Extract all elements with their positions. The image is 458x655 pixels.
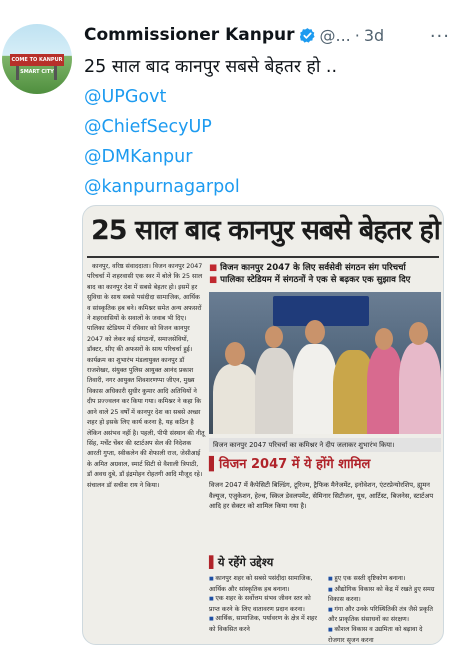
- timestamp[interactable]: 3d: [363, 25, 385, 45]
- more-options-icon[interactable]: ···: [429, 26, 450, 47]
- section-1-title: विजन 2047 में ये होंगे शामिल: [219, 457, 371, 472]
- clipping-subhead-2: पालिका स्टेडियम में संगठनों ने एक से बढ़कर एक सुझाव दिए: [220, 275, 411, 285]
- mention-link[interactable]: @DMKanpur: [84, 147, 193, 167]
- objectives-left-list: [209, 574, 322, 640]
- clipping-subhead-1: विजन कानपुर 2047 के लिए सर्वसेवी संगठन संग परिचर्चा: [220, 263, 406, 273]
- newspaper-clipping-image[interactable]: [82, 205, 444, 645]
- event-photo: [209, 292, 441, 434]
- mention-link[interactable]: @UPGovt: [84, 87, 167, 107]
- tweet-body-text: 25 साल बाद कानपुर सबसे बेहतर हो ..: [84, 57, 338, 77]
- clipping-left-column: [87, 262, 205, 640]
- tweet-text: [84, 52, 337, 202]
- objectives-list: [209, 574, 441, 644]
- person-face: [375, 328, 393, 350]
- clipping-subhead: ■ पालिका स्टेडियम में संगठनों ने एक से बढ़कर एक सुझाव दिए: [209, 275, 411, 285]
- avatar-sign-post: [16, 64, 19, 80]
- objective-item: ■ आर्थिक, सामाजिक, पर्यावरण के क्षेत्र में शहर को विकसित करने: [209, 614, 322, 634]
- objective-item: ■ हुए एक सस्ती दृष्टिकोण बनाना।: [328, 574, 441, 585]
- person-face: [265, 326, 283, 348]
- clipping-article-text: कानपुर, वरिष्ठ संवाददाता। विजन कानपुर 2047 परिचर्चा में शहरवासी एक स्वर में बोले कि 25 साल बाद का कानपुर देश में सबसे बेहतर हो। इसमें हर सुविधा के साथ सबसे पसंदीदा सामाजिक, आर्थिक व सांस्कृतिक हब बने। कमिश्नर समेत अन्य अफसरों ने शहरवासियों के सवालों के जवाब भी दिए। पालिका स्टेडियम में रविवार को विजन कानपुर 2047 को लेकर कई संगठनों, समाजसेवियों, डॉक्टर, सीए की अफसरों के साथ परिचर्चा हुई। कार्यक्रम का शुभारंभ मंडलायुक्त कानपुर डॉ राजशेखर, संयुक्त पुलिस आयुक्त आनंद प्रकाश तिवारी, नगर आयुक्त शिवशरणप्पा जीएन, मुख्य विकास अधिकारी सुधीर कुमार आदि अतिथियों ने दीप प्रज्ज्वलन कर किया गया। कमिश्नर ने कहा कि आने वाले 25 वर्षों में कानपुर देश का सबसे अच्छा शहर हो इसके लिए कार्य करना है, यह कठिन है लेकिन असंभव नहीं है। पहली, पीपी संस्थान की नीतू सिंह, मर्चेंट चेंबर की स्टार्टअप सेल की निदेशक आरती गुप्ता, स्वीकलेन की शेफाली राज, जेसीआई के अमित अग्रवाल, स्मार्ट सिटी से वैशाली त्रिपाठी, डॉ अवध दुबे, डॉ इंद्रमोहन रोहतगी आदि मौजूद रहे। संचालन डॉ सचीश राय ने किया।: [87, 263, 205, 489]
- person-figure: [367, 346, 403, 434]
- objective-item: ■ गंगा और उनके परिस्थितिकी तंत्र जैसे प्रकृति और प्राकृतिक संसाधनों का संरक्षण।: [328, 605, 441, 625]
- mention-link[interactable]: @ChiefSecyUP: [84, 117, 212, 137]
- separator-dot: ·: [354, 25, 360, 45]
- person-face: [409, 322, 428, 345]
- avatar-sign-post: [54, 64, 57, 80]
- section-1-body: विजन 2047 में कैपेसिटी बिल्डिंग, टूरिज्म, ट्रैफिक मैनेजमेंट, इनोवेशन, एंटरप्रेन्योरशिप, ह्यूमन वैल्यूज, एजुकेशन, हेल्थ, स्किल डेवलपमेंट, सेमिनार सिटीजन, यूथ, आर्टिस्ट, बिजनेस, स्टार्टअप आदि हर सेक्टर को शामिल किया गया है।: [209, 481, 434, 510]
- objective-item: ■ कानपुर शहर को सबसे पसंदीदा सामाजिक, आर्थिक और सांस्कृतिक हब बनाना।: [209, 574, 322, 594]
- section-heading-objectives: ▌ये रहेंगे उद्देश्य: [209, 555, 274, 569]
- person-figure: [255, 348, 295, 434]
- person-face: [305, 320, 325, 344]
- objective-item: ■ एक शहर के सर्वोत्तम संभव जीवन स्तर को प्राप्त करने के लिए वातावरण प्रदान करना।: [209, 594, 322, 614]
- clipping-headline: 25 साल बाद कानपुर सबसे बेहतर हो: [91, 215, 440, 246]
- photo-caption: विजन कानपुर 2047 परिचर्चा का कमिश्नर ने दीप जलाकर शुभारंभ किया।: [209, 438, 441, 452]
- objective-item: ■ कौशल विकास व उद्यमिता को बढ़ावा दे रोजगार सृजन करना: [328, 625, 441, 645]
- verified-badge-icon: [299, 27, 316, 44]
- mention-link[interactable]: @kanpurnagarpol: [84, 177, 240, 197]
- objective-item: ■ औद्योगिक विकास को केंद्र में रखते हुए समग्र विकास करना।: [328, 585, 441, 605]
- person-figure: [399, 342, 441, 434]
- section-heading-vision-2047: ▌विजन 2047 में ये होंगे शामिल: [209, 457, 371, 472]
- avatar[interactable]: [2, 24, 72, 94]
- person-figure: [293, 344, 337, 434]
- person-face: [225, 342, 245, 366]
- objectives-right-list: [328, 574, 441, 644]
- person-figure: [213, 364, 259, 434]
- clipping-right-column: [209, 262, 441, 644]
- clipping-divider: [87, 256, 439, 258]
- clipping-subhead: ■ विजन कानपुर 2047 के लिए सर्वसेवी संगठन संग परिचर्चा: [209, 263, 406, 273]
- handle[interactable]: @...: [319, 25, 351, 45]
- display-name[interactable]: Commissioner Kanpur: [84, 25, 295, 45]
- section-2-title: ये रहेंगे उद्देश्य: [217, 555, 274, 569]
- avatar-sign: COME TO KANPUR SMART CITY: [10, 54, 64, 66]
- tweet-header: [84, 22, 384, 48]
